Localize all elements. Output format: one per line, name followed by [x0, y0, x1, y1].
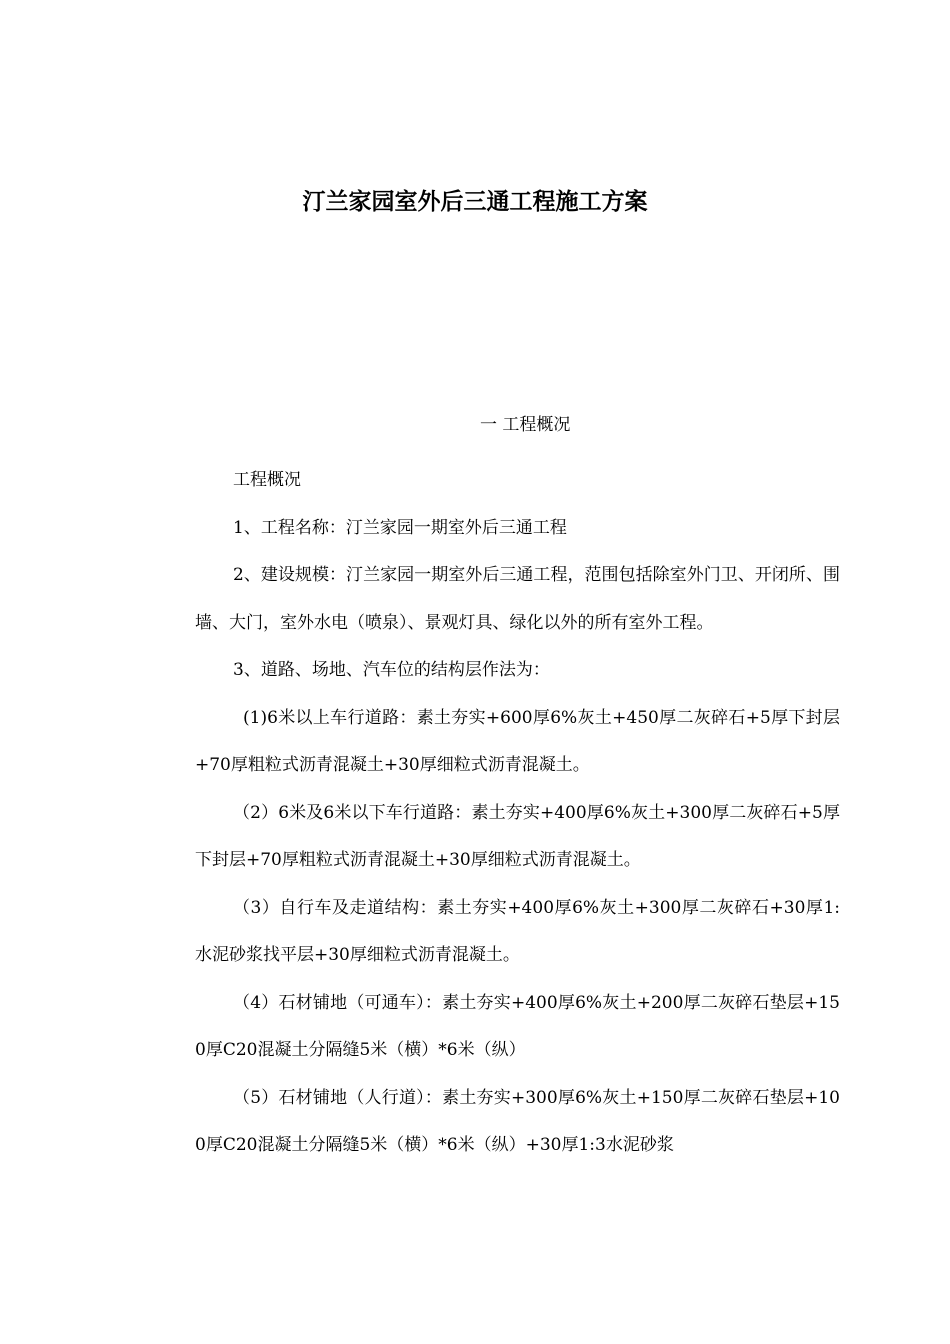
paragraph-item-3: （3）自行车及走道结构：素土夯实+400厚6%灰土+300厚二灰碎石+30厚1:水泥砂浆找平层+30厚细粒式沥青混凝土。 [195, 897, 840, 965]
paragraph-item-2: （2）6米及6米以下车行道路：素土夯实+400厚6%灰土+300厚二灰碎石+5厚下封层+70厚粗粒式沥青混凝土+30厚细粒式沥青混凝土。 [195, 802, 840, 870]
paragraph-item-4: （4）石材铺地（可通车）：素土夯实+400厚6%灰土+200厚二灰碎石垫层+150厚C20混凝土分隔缝5米（横）*6米（纵） [195, 992, 840, 1060]
section-heading: 一 工程概况 [480, 415, 571, 435]
paragraph-construction-scale: 2、建设规模：汀兰家园一期室外后三通工程，范围包括除室外门卫、开闭所、围墙、大门，室外水电（喷泉）、景观灯具、绿化以外的所有室外工程。 [195, 565, 840, 633]
document-body [195, 457, 840, 1170]
paragraph-item-1: (1)6米以上车行道路：素土夯实+600厚6%灰土+450厚二灰碎石+5厚下封层+70厚粗粒式沥青混凝土+30厚细粒式沥青混凝土。 [195, 707, 840, 775]
paragraph-project-name: 1、工程名称：汀兰家园一期室外后三通工程 [233, 517, 567, 538]
document-title: 汀兰家园室外后三通工程施工方案 [302, 188, 648, 215]
paragraph-item-5: （5）石材铺地（人行道）：素土夯实+300厚6%灰土+150厚二灰碎石垫层+100厚C20混凝土分隔缝5米（横）*6米（纵）+30厚1:3水泥砂浆 [195, 1087, 840, 1155]
paragraph-overview-label: 工程概况 [233, 470, 301, 490]
paragraph-structure-intro: 3、道路、场地、汽车位的结构层作法为： [233, 660, 550, 680]
